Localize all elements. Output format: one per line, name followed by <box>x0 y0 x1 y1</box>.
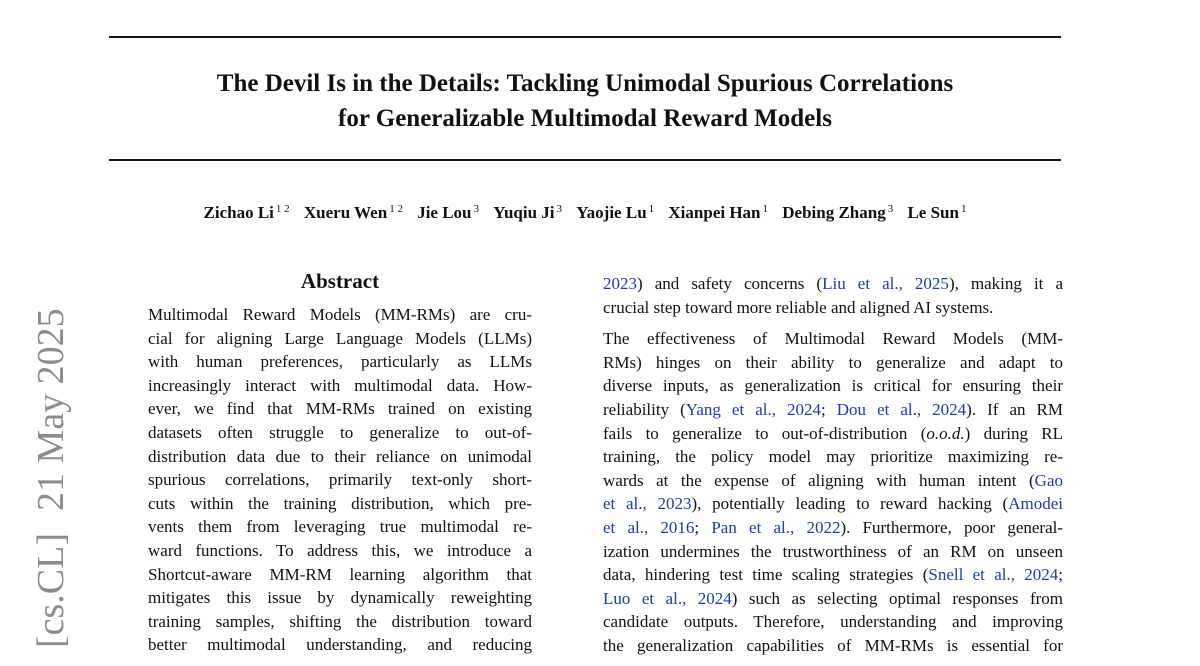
citation-link[interactable]: 2023 <box>603 274 637 293</box>
abstract-line: Multimodal Reward Models (MM-RMs) are cru- <box>148 305 532 324</box>
citation-link[interactable]: Pan et al., 2022 <box>711 517 841 537</box>
abstract-line: ward functions. To address this, we introduce a <box>148 540 532 560</box>
citation-link[interactable]: Dou et al., 2024 <box>836 399 967 419</box>
citation-link[interactable]: Amodei <box>1008 494 1063 514</box>
abstract-line: increasingly interact with multimodal data. How- <box>148 375 532 395</box>
abstract-heading: Abstract <box>300 269 380 293</box>
abstract-line: Shortcut-aware MM-RM learning algorithm that <box>148 564 532 584</box>
abstract-line: training samples, shifting the distribution toward <box>148 611 532 631</box>
abstract-line: mitigates this issue by dynamically reweighting <box>148 588 532 608</box>
abstract-column <box>148 268 532 657</box>
citation-link[interactable]: Gao <box>1034 470 1063 490</box>
arxiv-date: 21 May 2025 <box>30 308 72 511</box>
abstract-line: cuts within the training distribution, which pre- <box>148 493 532 513</box>
title-rule-bottom <box>109 159 1061 161</box>
author: Jie Lou $^3$ <box>417 203 479 222</box>
arxiv-category: [cs.CL] <box>30 532 72 648</box>
abstract-line: better multimodal understanding, and reducing <box>148 635 532 655</box>
abstract-line: distribution data due to their reliance on unimodal <box>148 446 532 466</box>
citation-link[interactable]: Yang et al., 2024 <box>685 399 822 419</box>
title-line-1: The Devil Is in the Details: Tackling Unimodal Spurious Correlations <box>216 70 954 97</box>
italic-term: o.o.d. <box>926 423 965 443</box>
abstract-line: with human preferences, particularly as LLMs <box>148 352 532 372</box>
abstract-line: datasets often struggle to generalize to out-of- <box>148 422 532 442</box>
author: Debing Zhang $^3$ <box>782 203 894 222</box>
body-paragraph-1: 2023) and safety concerns (Liu et al., 2025), making it a crucial step toward more reliable and aligned AI systems. <box>603 274 1064 317</box>
citation-link[interactable]: et al., 2023 <box>603 494 692 514</box>
author: Xueru Wen $^{1 2}$ <box>303 203 403 222</box>
abstract-line: spurious correlations, primarily text-only short- <box>148 470 532 490</box>
abstract-line: vents them from leveraging true multimodal re- <box>148 517 532 537</box>
citation-link[interactable]: Liu et al., 2025 <box>822 274 949 293</box>
paper-title <box>109 66 1061 136</box>
abstract-line: ever, we find that MM-RMs trained on existing <box>148 399 532 419</box>
author: Yaojie Lu $^1$ <box>576 203 655 222</box>
author-list <box>109 203 1061 223</box>
citation-link[interactable]: et al., 2016 <box>603 517 695 537</box>
arxiv-stamp <box>31 286 71 648</box>
author: Le Sun $^1$ <box>907 203 967 222</box>
body-paragraph-2: The effectiveness of Multimodal Reward Models (MM- RMs) hinges on their ability to generalize and adapt to diverse inputs, as generalization is critical for ensuring their reliability (Yang et al., 2024; Dou et al., 2024). If an RM fails to generalize to out-of-distribution (o.o.d.) during RL training, the policy model may prioritize maximizing re- wards at the expense of aligning with human intent (Gao et al., 2023), potentially leading to reward hacking (Amodei et al., 2016; Pan et al., 2022). Furthermore, poor general- ization undermines the trustworthiness of an RM on unseen data, hindering test time scaling strategies (Snell et al., 2024; Luo et al., 2024) such as selecting optimal responses from candidate outputs. Therefore, understanding and improving the generalization capabilities of MM-RMs is essential for <box>603 329 1063 655</box>
title-rule-top <box>109 36 1061 38</box>
author: Zichao Li $^{1 2}$ <box>203 203 290 222</box>
body-column <box>603 272 1063 666</box>
citation-link[interactable]: Snell et al., 2024 <box>928 565 1059 585</box>
abstract-line: cial for aligning Large Language Models (LLMs) <box>148 328 532 348</box>
title-line-2: for Generalizable Multimodal Reward Models <box>338 105 832 132</box>
author: Yuqiu Ji $^3$ <box>493 203 563 222</box>
citation-link[interactable]: Luo et al., 2024 <box>603 588 732 608</box>
author: Xianpei Han $^1$ <box>668 203 769 222</box>
